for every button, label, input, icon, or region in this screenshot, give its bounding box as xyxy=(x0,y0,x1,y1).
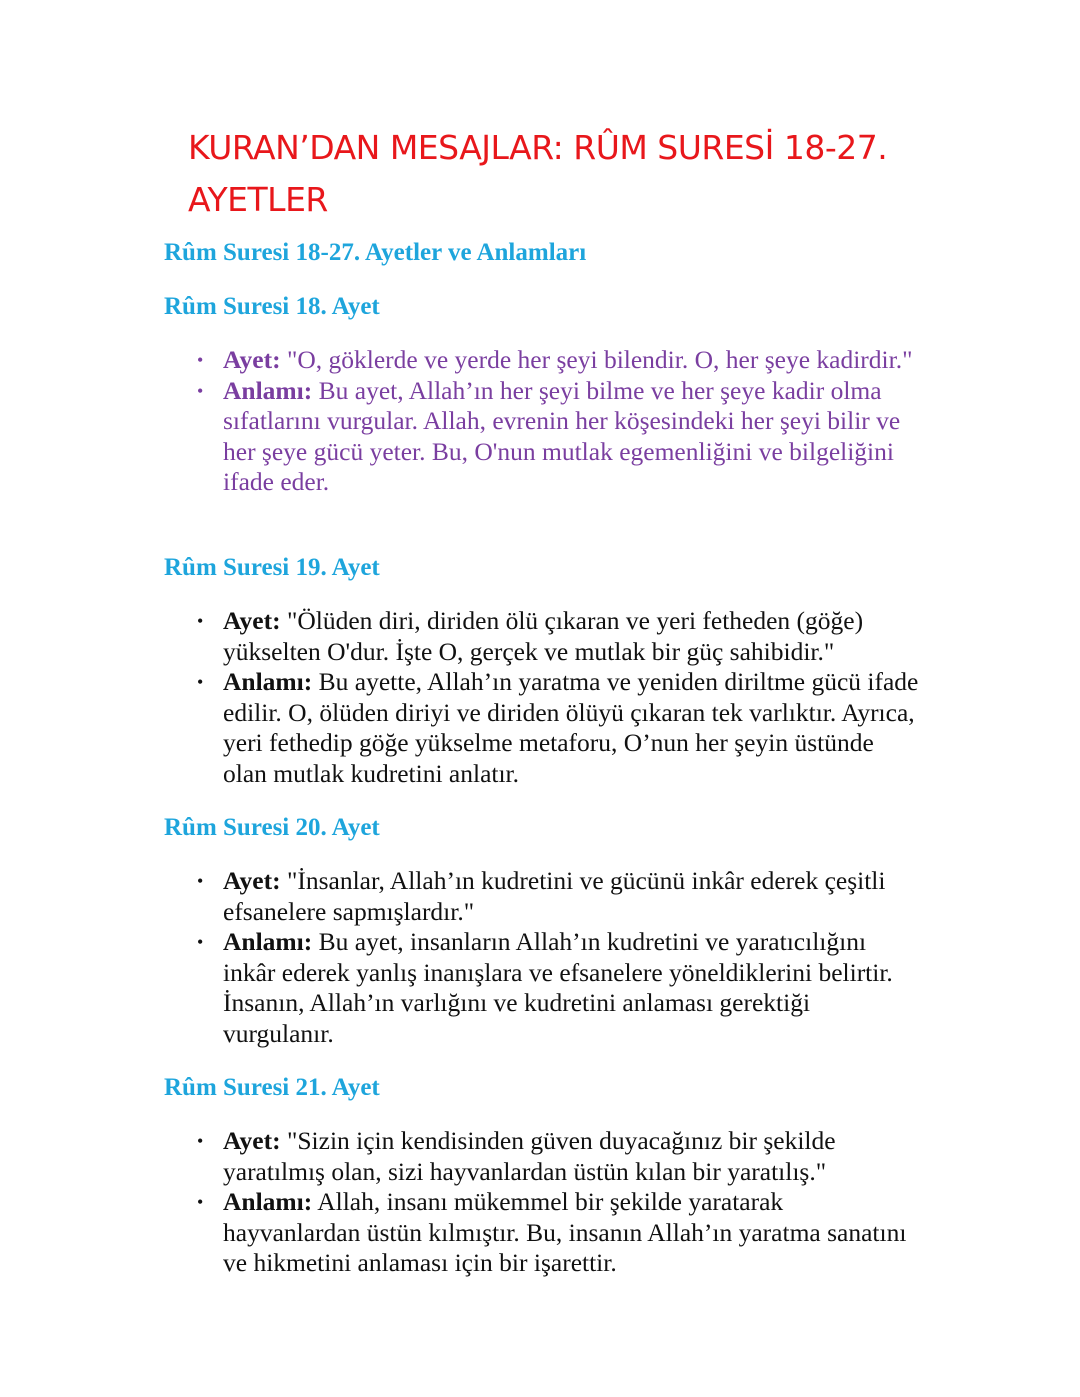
bullet-dot-icon: • xyxy=(197,611,204,631)
section-heading-20: Rûm Suresi 20. Ayet xyxy=(164,814,380,841)
ayet-label: Ayet: xyxy=(223,866,281,895)
anlam-text: Bu ayet, Allah’ın her şeyi bilme ve her şeye kadir olma sıfatlarını vurgular. Allah, evrenin her köşesindeki her şeyi bilir ve her şeye gücü yeter. Bu, O'nun mutlak egemenliğini ve bilgeliğini ifade eder. xyxy=(223,375,901,496)
list-item xyxy=(164,376,924,498)
section-heading-21: Rûm Suresi 21. Ayet xyxy=(164,1074,380,1101)
ayet-label: Ayet: xyxy=(223,345,281,374)
anlam-text: Bu ayette, Allah’ın yaratma ve yeniden diriltme gücü ifade edilir. O, ölüden diriyi ve diriden ölüyü çıkaran tek varlıktır. Ayrıca, yeri fethedip göğe yükselme metaforu, O’nun her şeyin üstünde olan mutlak kudretini anlatır. xyxy=(223,667,919,788)
list-item xyxy=(164,1187,924,1279)
list-item xyxy=(164,345,924,376)
anlam-text: Allah, insanı mükemmel bir şekilde yaratarak hayvanlardan üstün kılmıştır. Bu, insanın Allah’ın yaratma sanatını ve hikmetini anlaması için bir işarettir. xyxy=(223,1187,907,1277)
section-list-21 xyxy=(164,1126,924,1279)
bullet-dot-icon: • xyxy=(197,380,204,401)
bullet-dot-icon: • xyxy=(197,1192,204,1212)
bullet-dot-icon: • xyxy=(197,932,204,952)
ayet-text: "İnsanlar, Allah’ın kudretini ve gücünü inkâr ederek çeşitli efsanelere sapmışlardır." xyxy=(223,866,886,926)
anlam-label: Anlamı: xyxy=(223,375,313,405)
bullet-dot-icon: • xyxy=(197,1131,204,1151)
anlam-label: Anlamı: xyxy=(223,927,313,956)
bullet-dot-icon: • xyxy=(197,350,204,370)
ayet-label: Ayet: xyxy=(223,1126,281,1155)
section-heading-18: Rûm Suresi 18. Ayet xyxy=(164,293,380,320)
anlam-text: Bu ayet, insanların Allah’ın kudretini ve yaratıcılığını inkâr ederek yanlış inanışlara ve efsanelere yöneldiklerini belirtir. İnsanın, Allah’ın varlığını ve kudretini anlaması gerektiği vurgulanır. xyxy=(223,927,893,1048)
anlam-label: Anlamı: xyxy=(223,667,313,696)
list-item xyxy=(164,927,924,1049)
anlam-label: Anlamı: xyxy=(223,1187,313,1216)
list-item xyxy=(164,1126,924,1187)
bullet-dot-icon: • xyxy=(197,672,204,692)
section-heading-19: Rûm Suresi 19. Ayet xyxy=(164,554,380,581)
bullet-dot-icon: • xyxy=(197,871,204,891)
section-list-20 xyxy=(164,866,924,1049)
ayet-label: Ayet: xyxy=(223,606,281,635)
section-list-18 xyxy=(164,345,924,498)
document-title: KURAN’DAN MESAJLAR: RÛM SURESİ 18-27. AYETLER xyxy=(188,128,888,219)
section-list-19 xyxy=(164,606,924,789)
ayet-text: "Sizin için kendisinden güven duyacağınız bir şekilde yaratılmış olan, sizi hayvanlardan üstün kılan bir yaratılış." xyxy=(223,1126,836,1186)
ayet-text: "Ölüden diri, diriden ölü çıkaran ve yeri fetheden (göğe) yükselten O'dur. İşte O, gerçek ve mutlak bir güç sahibidir." xyxy=(223,606,864,666)
intro-heading: Rûm Suresi 18-27. Ayetler ve Anlamları xyxy=(164,239,587,266)
ayet-text: "O, göklerde ve yerde her şeyi bilendir. O, her şeye kadirdir." xyxy=(280,345,913,374)
list-item xyxy=(164,606,924,667)
list-item xyxy=(164,866,924,927)
list-item xyxy=(164,667,924,789)
